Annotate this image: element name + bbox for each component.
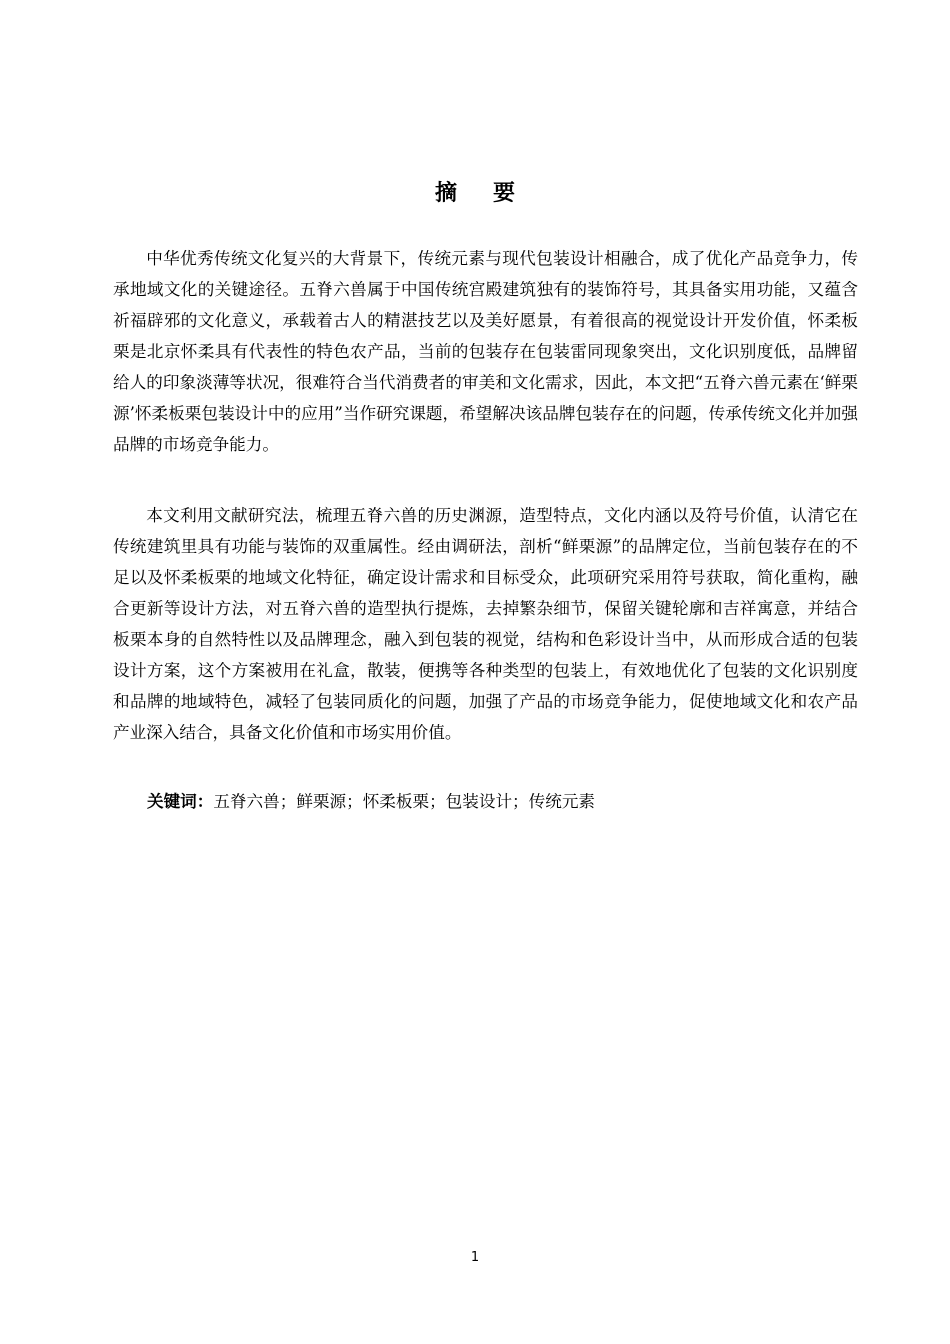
abstract-paragraph-1: 中华优秀传统文化复兴的大背景下，传统元素与现代包装设计相融合，成了优化产品竞争力，传承地域文化的关键途径。五脊六兽属于中国传统宫殿建筑独有的装饰符号，其具备实用功能，又蕴含祈福辟邪的文化意义，承载着古人的精湛技艺以及美好愿景，有着很高的视觉设计开发价值，怀柔板栗是北京怀柔具有代表性的特色农产品，当前的包装存在包装雷同现象突出，文化识别度低，品牌留给人的印象淡薄等状况，很难符合当代消费者的审美和文化需求，因此，本文把“五脊六兽元素在‘鲜栗源’怀柔板栗包装设计中的应用”当作研究课题，希望解决该品牌包装存在的问题，传承传统文化并加强品牌的市场竞争能力。: [113, 249, 858, 454]
page-title: 摘要: [434, 181, 551, 206]
page-number: 1: [470, 1250, 480, 1265]
abstract-paragraph-2: 本文利用文献研究法，梳理五脊六兽的历史渊源，造型特点，文化内涵以及符号价值，认清它在传统建筑里具有功能与装饰的双重属性。经由调研法，剖析“鲜栗源”的品牌定位，当前包装存在的不足以及怀柔板栗的地域文化特征，确定设计需求和目标受众，此项研究采用符号获取，简化重构，融合更新等设计方法，对五脊六兽的造型执行提炼，去掉繁杂细节，保留关键轮廓和吉祥寓意，并结合板栗本身的自然特性以及品牌理念，融入到包装的视觉，结构和色彩设计当中，从而形成合适的包装设计方案，这个方案被用在礼盒，散装，便携等各种类型的包装上，有效地优化了包装的文化识别度和品牌的地域特色，减轻了包装同质化的问题，加强了产品的市场竞争能力，促使地域文化和农产品产业深入结合，具备文化价值和市场实用价值。: [113, 506, 858, 742]
keywords-label: 关键词：: [147, 792, 214, 811]
keywords-text: 五脊六兽；鲜栗源；怀柔板栗；包装设计；传统元素: [213, 792, 596, 811]
keywords-line: [147, 786, 858, 817]
